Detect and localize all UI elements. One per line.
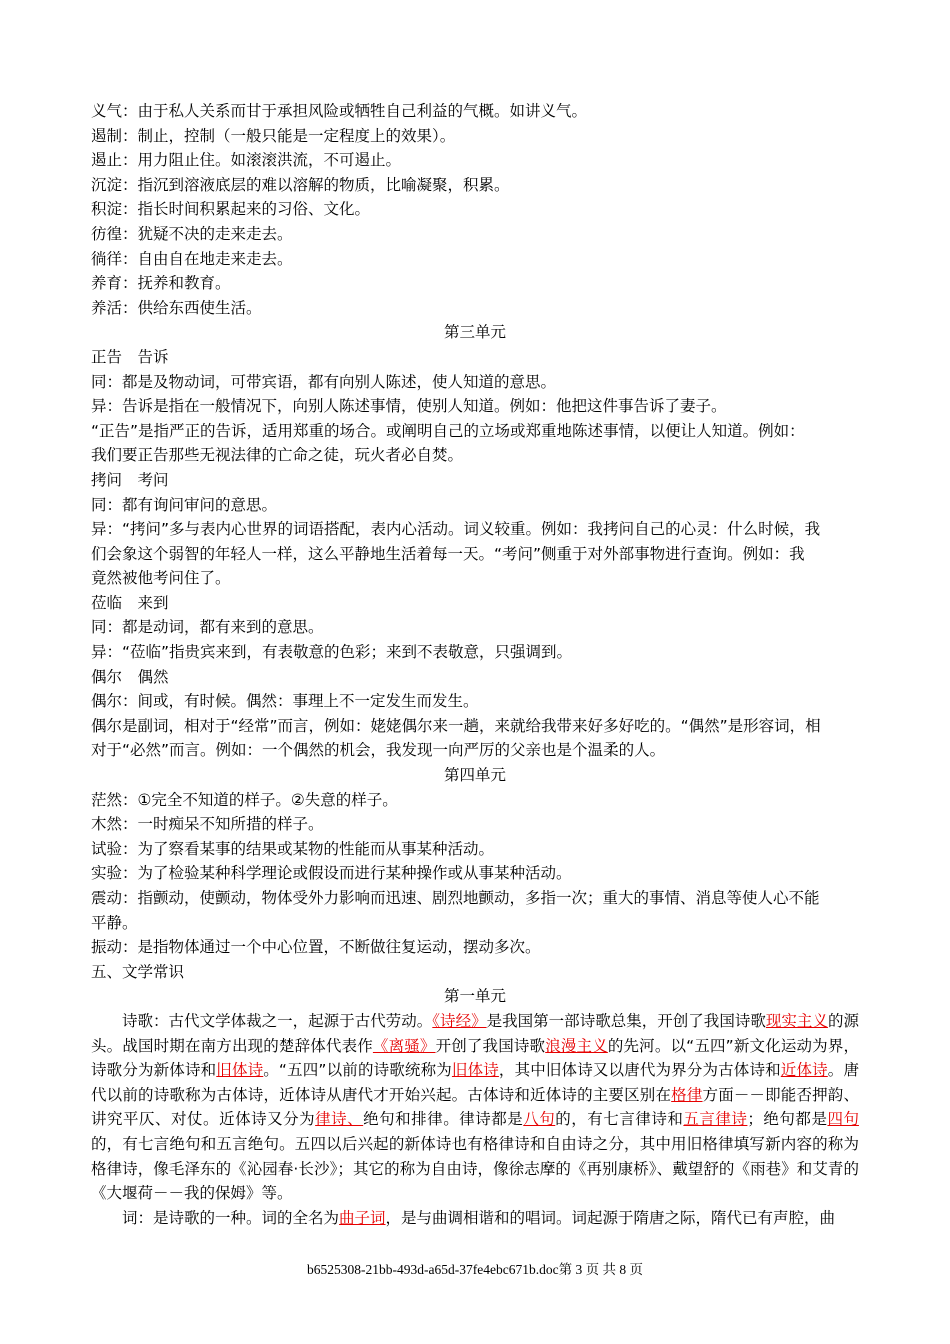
text-line: 我们要正告那些无视法律的亡命之徒，玩火者必自焚。 xyxy=(91,446,464,465)
highlighted-term: 曲子词 xyxy=(339,1208,386,1227)
text-line: 实验：为了检验某种科学理论或假设而进行某种操作或从事某种活动。 xyxy=(91,864,572,883)
text-line: 异：“拷问”多与表内心世界的词语搭配，表内心活动。词义较重。例如：我拷问自己的心灵：什么时候，我 xyxy=(91,520,821,539)
text-line: 徜徉：自由自在地走来走去。 xyxy=(91,249,293,268)
paragraph-text: 。“五四”以前的诗歌统称为 xyxy=(263,1061,452,1080)
text-line: 竟然被他考问住了。 xyxy=(91,569,231,588)
unit4-section xyxy=(91,788,859,985)
text-line: 义气：由于私人关系而甘于承担风险或牺牲自己利益的气概。如讲义气。 xyxy=(91,102,588,120)
paragraph-text: 开创了我国诗歌 xyxy=(435,1036,546,1055)
text-line: 偶尔 偶然 xyxy=(91,667,169,686)
text-line: “正告”是指严正的告诉，适用郑重的场合。或阐明自己的立场或郑重地陈述事情，以便让人知道。例如： xyxy=(91,421,805,440)
text-line: 遏止：用力阻止住。如滚滚洪流，不可遏止。 xyxy=(91,151,402,170)
text-line: 异：告诉是指在一般情况下，向别人陈述事情，使别人知道。例如：他把这件事告诉了妻子。 xyxy=(91,397,727,416)
text-line: 积淀：指长时间积累起来的习俗、文化。 xyxy=(91,200,371,219)
unit4-heading: 第四单元 xyxy=(443,766,506,785)
highlighted-term: 五言律诗 xyxy=(683,1110,748,1129)
text-line: 养活：供给东西使生活。 xyxy=(91,298,262,317)
paragraph-text: 的，有七言绝句和五言绝句。五四以后兴起的新体诗也有格律诗和自由诗之分，其中用旧格律填写新内容的称为格律诗，像毛泽东的《沁园春·长沙》；其它的称为自由诗，像徐志摩的《再别康桥》、戴望舒的《雨巷》和艾青的《大堰荷－－我的保姆》等。 xyxy=(91,1134,859,1203)
highlighted-term: 旧体诗 xyxy=(451,1061,499,1080)
paragraph-text: 诗歌：古代文学体裁之一，起源于古代劳动。 xyxy=(122,1011,433,1030)
text-line: 偶尔是副词，相对于“经常”而言，例如：姥姥偶尔来一趟，来就给我带来好多好吃的。“偶然”是形容词，相 xyxy=(91,716,821,735)
text-line: 异：“莅临”指贵宾来到，有表敬意的色彩；来到不表敬意，只强调到。 xyxy=(91,643,573,662)
document-body xyxy=(91,99,859,1230)
text-line: 五、文学常识 xyxy=(91,962,185,981)
paragraph-text: 的源头。战国时期在南方出现的楚辞体代表作 xyxy=(91,1011,859,1055)
ci-paragraph xyxy=(91,1206,859,1231)
text-line: 养育：抚养和教育。 xyxy=(91,274,231,293)
text-line: 拷问 考问 xyxy=(91,470,169,489)
paragraph-text: ；绝句都是 xyxy=(747,1110,828,1129)
paragraph-text: 。唐代以前的诗歌称为古体诗，近体诗从唐代才开始兴起。古体诗和近体诗的主要区别在 xyxy=(91,1061,859,1104)
text-line: 们会象这个弱智的年轻人一样，这么平静地生活着每一天。“考问”侧重于对外部事物进行查询。例如：我 xyxy=(91,544,805,563)
vocab-list-continued xyxy=(91,99,859,320)
paragraph-text: ，其中旧体诗又以唐代为界分为古体诗和 xyxy=(498,1061,781,1080)
text-line: 木然：一时痴呆不知所措的样子。 xyxy=(91,815,324,834)
text-line: 试验：为了察看某事的结果或某物的性能而从事某种活动。 xyxy=(91,839,495,858)
page-footer: b6525308-21bb-493d-a65d-37fe4ebc671b.doc第 3 页 共 8 页 xyxy=(307,1262,643,1277)
highlighted-term: 《离骚》 xyxy=(372,1036,436,1055)
text-line: 同：都是及物动词，可带宾语，都有向别人陈述，使人知道的意思。 xyxy=(91,372,557,391)
paragraph-text: 的先河。以“五四”新文化运动为界，诗歌分为新体诗和 xyxy=(91,1036,859,1080)
paragraph-text: 的，有七言律诗和 xyxy=(555,1110,684,1129)
paragraph-text: 绝句和排律。律诗都是 xyxy=(363,1110,524,1129)
highlighted-term: 现实主义 xyxy=(765,1011,828,1030)
text-line: 沉淀：指沉到溶液底层的难以溶解的物质，比喻凝聚，积累。 xyxy=(91,175,510,194)
text-line: 彷徨：犹疑不决的走来走去。 xyxy=(91,224,293,243)
unit3-section xyxy=(91,345,859,763)
text-line: 对于“必然”而言。例如：一个偶然的机会，我发现一向严厉的父亲也是个温柔的人。 xyxy=(91,741,666,760)
text-line: 振动：是指物体通过一个中心位置，不断做往复运动，摆动多次。 xyxy=(91,938,541,957)
paragraph-text: 词：是诗歌的一种。词的全名为 xyxy=(122,1208,340,1227)
text-line: 正告 告诉 xyxy=(91,347,169,366)
text-line: 茫然：①完全不知道的样子。②失意的样子。 xyxy=(91,790,398,809)
highlighted-term: 近体诗 xyxy=(780,1061,828,1080)
text-line: 偶尔：间或，有时候。偶然：事理上不一定发生而发生。 xyxy=(91,692,479,711)
highlighted-term: 《诗经》 xyxy=(432,1011,487,1030)
highlighted-term: 旧体诗 xyxy=(216,1061,264,1080)
unit1-heading: 第一单元 xyxy=(443,987,506,1006)
highlighted-term: 格律 xyxy=(671,1085,703,1104)
text-line: 震动：指颤动，使颤动，物体受外力影响而迅速、剧烈地颤动，多指一次；重大的事情、消息等使人心不能 xyxy=(91,889,820,907)
paragraph-text: 是我国第一部诗歌总集，开创了我国诗歌 xyxy=(486,1011,766,1030)
text-line: 同：都有询问审问的意思。 xyxy=(91,495,278,514)
highlighted-term: 律诗、 xyxy=(315,1110,364,1129)
unit3-heading: 第三单元 xyxy=(443,323,506,342)
highlighted-term: 八句 xyxy=(523,1110,556,1129)
poetry-paragraph xyxy=(91,1009,859,1206)
paragraph-text: ，是与曲调相谐和的唱词。词起源于隋唐之际，隋代已有声腔，曲 xyxy=(385,1208,836,1227)
text-line: 同：都是动词，都有来到的意思。 xyxy=(91,618,324,637)
text-line: 平静。 xyxy=(91,913,138,932)
highlighted-term: 浪漫主义 xyxy=(545,1036,608,1055)
text-line: 莅临 来到 xyxy=(91,593,169,612)
highlighted-term: 四句 xyxy=(827,1110,859,1129)
text-line: 遏制：制止，控制（一般只能是一定程度上的效果）。 xyxy=(91,126,456,145)
paragraph-text: 方面－－即能否押韵、讲究平仄、对仗。近体诗又分为 xyxy=(91,1085,859,1129)
